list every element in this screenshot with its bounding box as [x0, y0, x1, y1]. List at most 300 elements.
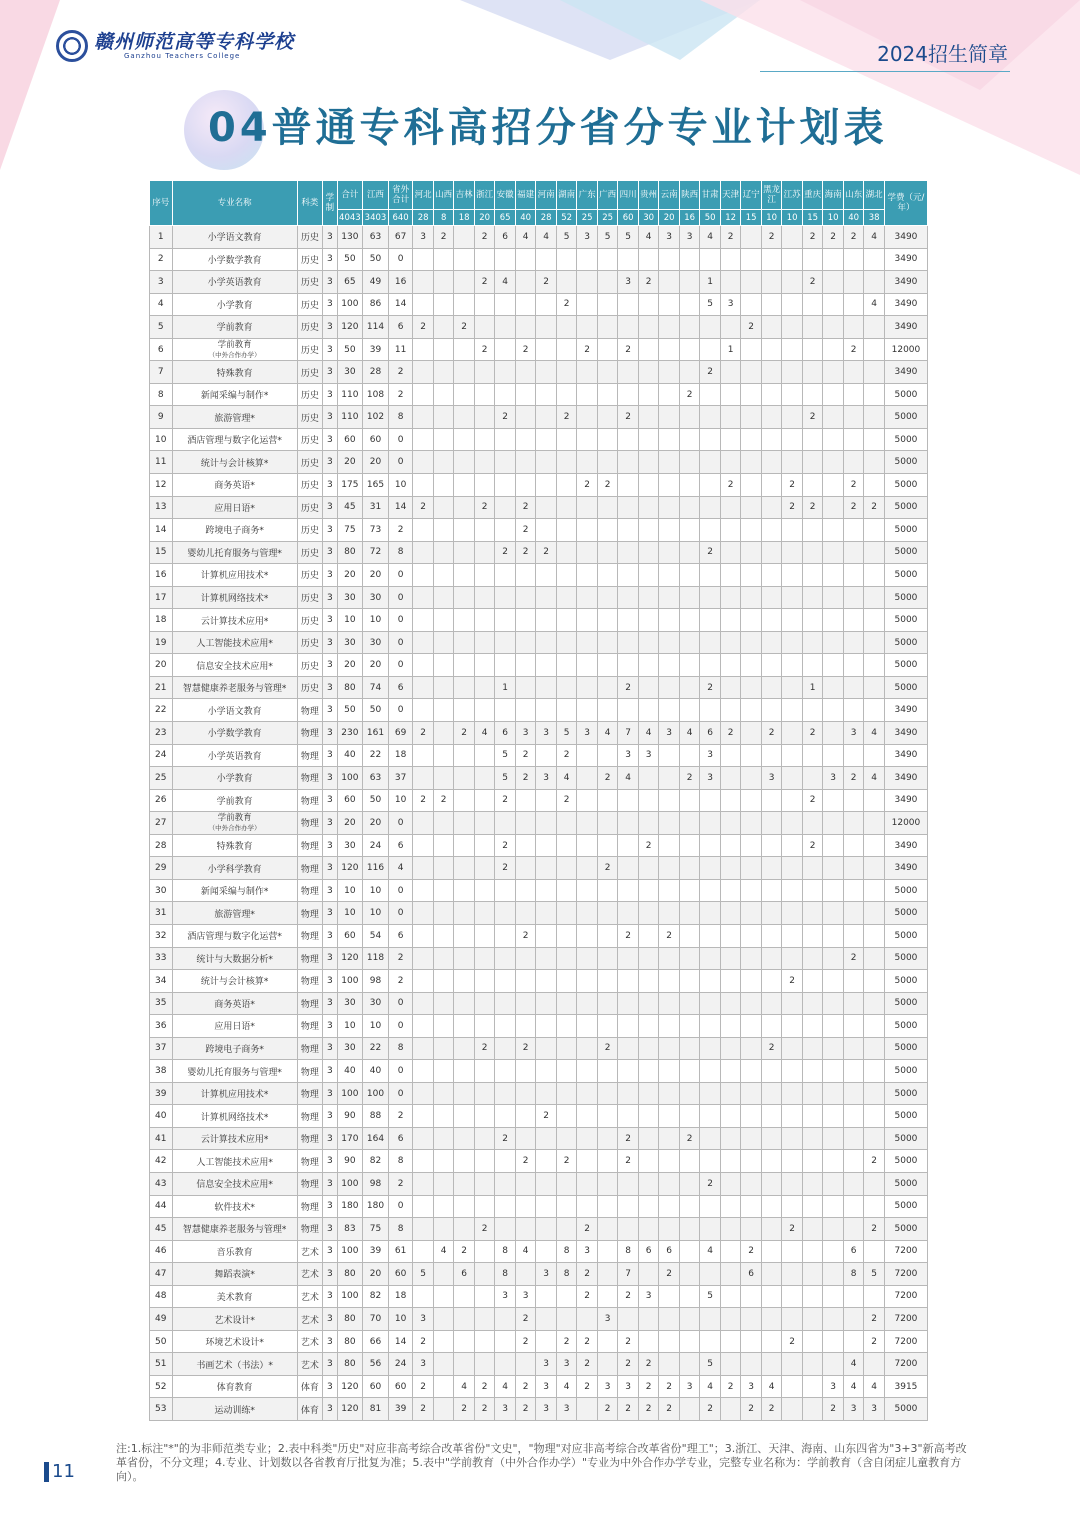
- province-count: [843, 428, 864, 451]
- province-count: [536, 564, 557, 587]
- jiangxi-count: 20: [363, 654, 389, 677]
- province-count: [700, 383, 721, 406]
- province-count: [782, 1308, 803, 1331]
- province-count: 2: [741, 316, 762, 339]
- row-number: 7: [150, 361, 173, 384]
- tuition-fee: 5000: [884, 654, 927, 677]
- table-row: [150, 1285, 928, 1308]
- major-name: 小学数学教育: [172, 722, 297, 745]
- province-count: [679, 1172, 700, 1195]
- province-count: [761, 248, 782, 271]
- jiangxi-count: 102: [363, 406, 389, 429]
- province-count: [700, 1150, 721, 1173]
- province-count: [782, 226, 803, 249]
- province-count: [515, 361, 536, 384]
- province-count: [720, 248, 741, 271]
- province-count: [720, 1037, 741, 1060]
- province-count: [618, 879, 639, 902]
- province-count: [720, 541, 741, 564]
- duration: 3: [323, 947, 337, 970]
- tuition-fee: 5000: [884, 992, 927, 1015]
- province-count: [741, 1308, 762, 1331]
- out-of-province-count: 0: [388, 631, 413, 654]
- province-count: [515, 631, 536, 654]
- table-row: [150, 834, 928, 857]
- province-count: [659, 992, 680, 1015]
- row-number: 34: [150, 970, 173, 993]
- province-count: [515, 1082, 536, 1105]
- province-count: 2: [761, 722, 782, 745]
- province-count: 5: [700, 1353, 721, 1376]
- province-count: 4: [843, 1353, 864, 1376]
- major-name: 计算机应用技术*: [172, 564, 297, 587]
- province-count: [597, 1353, 618, 1376]
- province-count: [536, 879, 557, 902]
- major-name: 小学教育: [172, 767, 297, 790]
- province-count: [802, 519, 823, 542]
- jiangxi-count: 31: [363, 496, 389, 519]
- province-count: [638, 1308, 659, 1331]
- province-count: [782, 248, 803, 271]
- table-row: [150, 451, 928, 474]
- category: 物理: [297, 992, 323, 1015]
- province-count: 2: [515, 1375, 536, 1398]
- province-count: [454, 1195, 475, 1218]
- category: 历史: [297, 564, 323, 587]
- out-of-province-count: 0: [388, 879, 413, 902]
- total-count: 100: [337, 293, 363, 316]
- province-count: [474, 1105, 495, 1128]
- category: 艺术: [297, 1285, 323, 1308]
- category: 体育: [297, 1375, 323, 1398]
- province-count: [700, 631, 721, 654]
- category: 历史: [297, 654, 323, 677]
- jiangxi-count: 24: [363, 834, 389, 857]
- jiangxi-count: 164: [363, 1127, 389, 1150]
- province-count: [433, 1037, 454, 1060]
- province-count: [864, 1082, 885, 1105]
- total-count: 80: [337, 1263, 363, 1286]
- category: 物理: [297, 812, 323, 835]
- province-count: 2: [413, 316, 434, 339]
- column-total: 20: [659, 210, 680, 226]
- province-count: [577, 271, 598, 294]
- duration: 3: [323, 1127, 337, 1150]
- province-count: [679, 1060, 700, 1083]
- province-count: [515, 316, 536, 339]
- table-row: [150, 1330, 928, 1353]
- total-count: 20: [337, 564, 363, 587]
- jiangxi-count: 72: [363, 541, 389, 564]
- category: 物理: [297, 744, 323, 767]
- province-count: [679, 406, 700, 429]
- province-count: [823, 631, 844, 654]
- jiangxi-count: 10: [363, 879, 389, 902]
- province-count: [802, 1105, 823, 1128]
- province-count: [577, 586, 598, 609]
- province-count: [741, 654, 762, 677]
- column-header: 贵州: [638, 181, 659, 210]
- province-count: [782, 361, 803, 384]
- province-count: [618, 1195, 639, 1218]
- province-count: [823, 1037, 844, 1060]
- table-row: [150, 1037, 928, 1060]
- total-count: 80: [337, 1330, 363, 1353]
- tuition-fee: 3490: [884, 857, 927, 880]
- major-name: 运动训练*: [172, 1398, 297, 1421]
- row-number: 32: [150, 924, 173, 947]
- row-number: 45: [150, 1218, 173, 1241]
- province-count: [843, 451, 864, 474]
- province-count: [741, 271, 762, 294]
- province-count: [638, 1150, 659, 1173]
- column-total: 4043: [337, 210, 363, 226]
- province-count: [802, 293, 823, 316]
- table-row: [150, 924, 928, 947]
- column-header: 天津: [720, 181, 741, 210]
- province-count: [823, 1015, 844, 1038]
- province-count: 3: [536, 1375, 557, 1398]
- province-count: [597, 834, 618, 857]
- province-count: [720, 519, 741, 542]
- tuition-fee: 5000: [884, 406, 927, 429]
- province-count: [679, 834, 700, 857]
- province-count: [433, 541, 454, 564]
- province-count: 3: [515, 722, 536, 745]
- province-count: [782, 519, 803, 542]
- out-of-province-count: 0: [388, 1195, 413, 1218]
- province-count: [659, 1172, 680, 1195]
- province-count: [659, 428, 680, 451]
- province-count: 3: [618, 744, 639, 767]
- province-count: [556, 676, 577, 699]
- province-count: [802, 383, 823, 406]
- province-count: [700, 1218, 721, 1241]
- province-count: [720, 406, 741, 429]
- province-count: 4: [495, 271, 516, 294]
- total-count: 30: [337, 834, 363, 857]
- province-count: [823, 947, 844, 970]
- out-of-province-count: 6: [388, 1127, 413, 1150]
- province-count: [413, 970, 434, 993]
- province-count: [823, 1263, 844, 1286]
- major-name: 应用日语*: [172, 1015, 297, 1038]
- tuition-fee: 3490: [884, 699, 927, 722]
- province-count: [679, 789, 700, 812]
- province-count: [577, 1150, 598, 1173]
- province-count: [720, 609, 741, 632]
- column-header: 海南: [823, 181, 844, 210]
- province-count: [679, 248, 700, 271]
- province-count: [679, 316, 700, 339]
- province-count: [720, 744, 741, 767]
- province-count: 2: [454, 316, 475, 339]
- province-count: 2: [556, 789, 577, 812]
- province-count: [413, 631, 434, 654]
- province-count: [495, 1082, 516, 1105]
- province-count: [536, 744, 557, 767]
- province-count: [618, 834, 639, 857]
- province-count: [577, 1172, 598, 1195]
- province-count: [454, 338, 475, 361]
- province-count: [782, 1060, 803, 1083]
- province-count: [597, 631, 618, 654]
- column-header: 江西: [363, 181, 389, 210]
- province-count: [638, 1127, 659, 1150]
- province-count: [720, 970, 741, 993]
- province-count: [720, 812, 741, 835]
- province-count: [495, 947, 516, 970]
- major-name: 智慧健康养老服务与管理*: [172, 676, 297, 699]
- province-count: [720, 654, 741, 677]
- table-row: [150, 947, 928, 970]
- jiangxi-count: 108: [363, 383, 389, 406]
- province-count: [638, 474, 659, 497]
- province-count: [474, 541, 495, 564]
- column-header: 学费（元/年）: [884, 181, 927, 226]
- province-count: [454, 1105, 475, 1128]
- province-count: [618, 631, 639, 654]
- province-count: [433, 1015, 454, 1038]
- province-count: [536, 902, 557, 925]
- total-count: 120: [337, 1375, 363, 1398]
- province-count: 2: [556, 1150, 577, 1173]
- province-count: 4: [638, 226, 659, 249]
- province-count: 2: [474, 1218, 495, 1241]
- province-count: [556, 361, 577, 384]
- province-count: [761, 744, 782, 767]
- total-count: 100: [337, 767, 363, 790]
- table-row: [150, 744, 928, 767]
- province-count: [618, 654, 639, 677]
- tuition-fee: 5000: [884, 1082, 927, 1105]
- province-count: [597, 699, 618, 722]
- province-count: 2: [413, 1375, 434, 1398]
- province-count: [843, 564, 864, 587]
- province-count: [638, 248, 659, 271]
- duration: 3: [323, 1037, 337, 1060]
- province-count: [741, 902, 762, 925]
- province-count: [577, 1037, 598, 1060]
- province-count: [802, 812, 823, 835]
- province-count: [823, 293, 844, 316]
- province-count: [433, 947, 454, 970]
- province-count: [495, 316, 516, 339]
- jiangxi-count: 20: [363, 564, 389, 587]
- province-count: 4: [843, 1375, 864, 1398]
- province-count: [413, 902, 434, 925]
- province-count: 3: [597, 1375, 618, 1398]
- total-count: 60: [337, 789, 363, 812]
- jiangxi-count: 161: [363, 722, 389, 745]
- province-count: [700, 834, 721, 857]
- province-count: 2: [515, 1150, 536, 1173]
- province-count: 3: [864, 1398, 885, 1421]
- province-count: [864, 631, 885, 654]
- province-count: [577, 1060, 598, 1083]
- province-count: [823, 316, 844, 339]
- province-count: [474, 361, 495, 384]
- province-count: [618, 451, 639, 474]
- province-count: [659, 1105, 680, 1128]
- province-count: [761, 1353, 782, 1376]
- major-name: 跨境电子商务*: [172, 1037, 297, 1060]
- province-count: [474, 474, 495, 497]
- page-number-bar: [44, 1462, 49, 1482]
- province-count: [454, 902, 475, 925]
- out-of-province-count: 0: [388, 992, 413, 1015]
- province-count: 2: [659, 924, 680, 947]
- jiangxi-count: 66: [363, 1330, 389, 1353]
- province-count: [618, 1037, 639, 1060]
- province-count: [761, 541, 782, 564]
- province-count: 2: [515, 1037, 536, 1060]
- province-count: [782, 812, 803, 835]
- province-count: 2: [618, 1127, 639, 1150]
- province-count: [433, 586, 454, 609]
- out-of-province-count: 16: [388, 271, 413, 294]
- province-count: [597, 744, 618, 767]
- duration: 3: [323, 383, 337, 406]
- province-count: [761, 1285, 782, 1308]
- province-count: 3: [536, 1263, 557, 1286]
- column-total: 28: [536, 210, 557, 226]
- province-count: [659, 586, 680, 609]
- province-count: [454, 519, 475, 542]
- province-count: [802, 1060, 823, 1083]
- column-total: 25: [597, 210, 618, 226]
- jiangxi-count: 22: [363, 1037, 389, 1060]
- province-count: [802, 970, 823, 993]
- row-number: 39: [150, 1082, 173, 1105]
- column-total: 18: [454, 210, 475, 226]
- province-count: [536, 1082, 557, 1105]
- row-number: 20: [150, 654, 173, 677]
- province-count: [659, 496, 680, 519]
- province-count: 2: [413, 496, 434, 519]
- province-count: [536, 1172, 557, 1195]
- province-count: [864, 406, 885, 429]
- total-count: 175: [337, 474, 363, 497]
- province-count: [433, 496, 454, 519]
- jiangxi-count: 20: [363, 451, 389, 474]
- province-count: [495, 361, 516, 384]
- province-count: 2: [618, 406, 639, 429]
- category: 艺术: [297, 1330, 323, 1353]
- major-name-note: （中外合作办学）: [208, 350, 261, 359]
- province-count: [823, 1285, 844, 1308]
- province-count: [454, 699, 475, 722]
- province-count: [638, 361, 659, 384]
- province-count: [413, 519, 434, 542]
- province-count: [679, 293, 700, 316]
- major-name: 新闻采编与制作*: [172, 383, 297, 406]
- province-count: [843, 361, 864, 384]
- province-count: 2: [843, 767, 864, 790]
- province-count: 2: [720, 1375, 741, 1398]
- province-count: 2: [454, 1240, 475, 1263]
- province-count: [618, 541, 639, 564]
- table-row: [150, 722, 928, 745]
- duration: 3: [323, 1308, 337, 1331]
- province-count: [761, 496, 782, 519]
- row-number: 12: [150, 474, 173, 497]
- province-count: [802, 248, 823, 271]
- column-total: 65: [495, 210, 516, 226]
- total-count: 120: [337, 947, 363, 970]
- table-row: [150, 564, 928, 587]
- province-count: [536, 1285, 557, 1308]
- province-count: [823, 586, 844, 609]
- province-count: 2: [782, 474, 803, 497]
- province-count: [802, 857, 823, 880]
- province-count: [577, 947, 598, 970]
- column-total: 28: [413, 210, 434, 226]
- category: 物理: [297, 1218, 323, 1241]
- table-row: [150, 970, 928, 993]
- province-count: [454, 924, 475, 947]
- province-count: 2: [782, 1218, 803, 1241]
- province-count: [659, 451, 680, 474]
- province-count: [454, 451, 475, 474]
- province-count: [433, 654, 454, 677]
- province-count: [720, 361, 741, 384]
- province-count: 2: [864, 1330, 885, 1353]
- province-count: [720, 1330, 741, 1353]
- province-count: [413, 1172, 434, 1195]
- province-count: [474, 1263, 495, 1286]
- province-count: [679, 1263, 700, 1286]
- province-count: [597, 293, 618, 316]
- province-count: [433, 1375, 454, 1398]
- out-of-province-count: 60: [388, 1375, 413, 1398]
- province-count: 2: [720, 474, 741, 497]
- province-count: [556, 1105, 577, 1128]
- total-count: 65: [337, 271, 363, 294]
- column-total: 12: [720, 210, 741, 226]
- province-count: 4: [618, 767, 639, 790]
- province-count: [618, 1060, 639, 1083]
- category: 历史: [297, 338, 323, 361]
- province-count: [700, 789, 721, 812]
- row-number: 14: [150, 519, 173, 542]
- province-count: 3: [638, 1285, 659, 1308]
- province-count: [823, 428, 844, 451]
- province-count: [864, 428, 885, 451]
- out-of-province-count: 0: [388, 451, 413, 474]
- province-count: [679, 1105, 700, 1128]
- tuition-fee: 5000: [884, 970, 927, 993]
- province-count: 2: [843, 226, 864, 249]
- province-count: [433, 924, 454, 947]
- province-count: [597, 1263, 618, 1286]
- province-count: [556, 970, 577, 993]
- province-count: [495, 812, 516, 835]
- province-count: [761, 293, 782, 316]
- province-count: [864, 744, 885, 767]
- total-count: 10: [337, 609, 363, 632]
- province-count: [741, 586, 762, 609]
- column-header: 合计: [337, 181, 363, 210]
- province-count: [823, 1308, 844, 1331]
- column-header: 陕西: [679, 181, 700, 210]
- province-count: [413, 879, 434, 902]
- province-count: [474, 699, 495, 722]
- tuition-fee: 3490: [884, 789, 927, 812]
- province-count: [577, 812, 598, 835]
- province-count: [413, 1060, 434, 1083]
- duration: 3: [323, 541, 337, 564]
